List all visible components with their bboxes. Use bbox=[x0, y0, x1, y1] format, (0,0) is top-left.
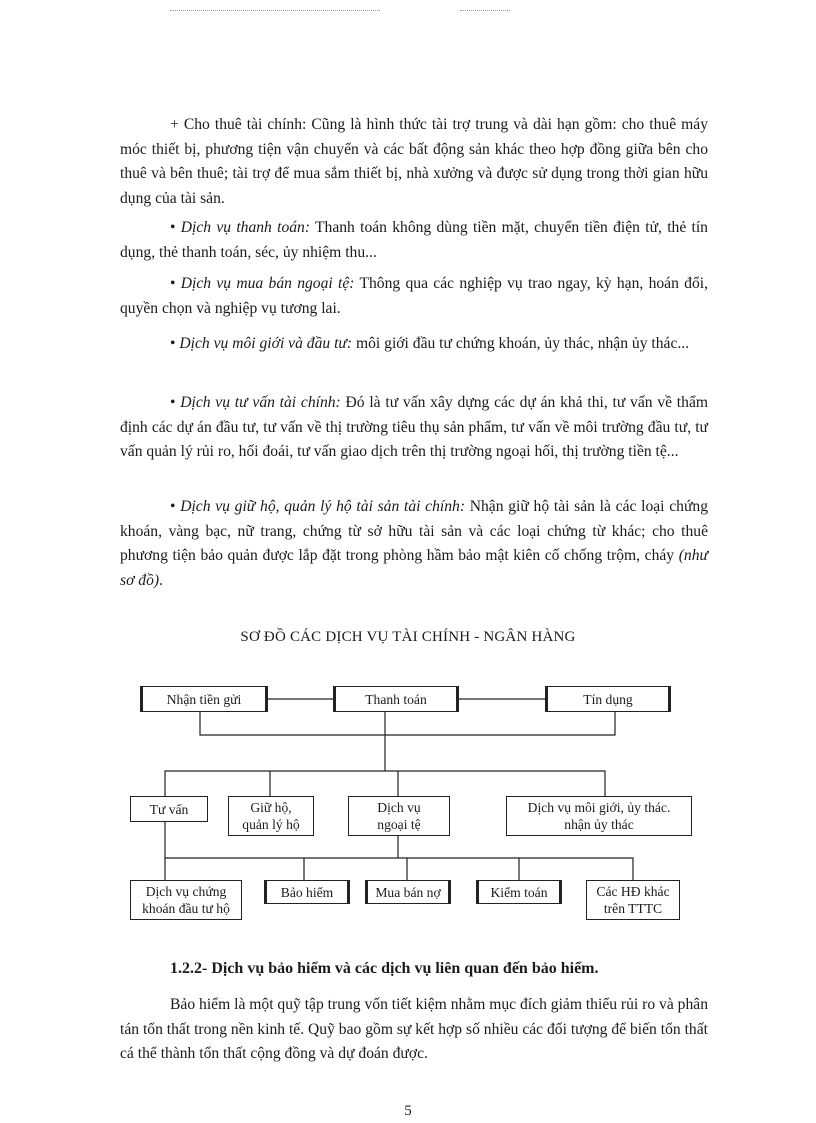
term-custody-service: Dịch vụ giữ hộ, quản lý hộ tài sản tài chính: bbox=[180, 498, 466, 515]
term-payment-service: Dịch vụ thanh toán: bbox=[180, 219, 311, 236]
bullet: • bbox=[170, 498, 176, 515]
bullet: • bbox=[170, 275, 176, 292]
paragraph-text: Nhận giữ hộ tài sản là các loại chứng khoán, vàng bạc, nữ trang, chứng từ sở hữu tài sản và các loại chứng từ khác; cho thuê phương tiện bảo quản được lắp đặt trong phòng hầm bảo mật kiên cố chống trộm, cháy bbox=[120, 498, 709, 565]
box-label-line2: trên TTTC bbox=[603, 901, 663, 916]
box-label-line1: Dịch vụ môi giới, ủy thác. bbox=[527, 800, 671, 815]
box-label: Bảo hiểm bbox=[280, 884, 334, 900]
box-label: Mua bán nợ bbox=[375, 884, 441, 900]
box-label-line2: khoán đầu tư hộ bbox=[142, 901, 230, 916]
box-brokerage bbox=[506, 796, 692, 836]
box-label-line1: Các HĐ khác bbox=[596, 884, 670, 899]
diagram-reference: (như sơ đồ) bbox=[120, 547, 708, 589]
paragraph-text: Bảo hiểm là một quỹ tập trung vốn tiết kiệm nhằm mục đích giảm thiểu rủi ro và phân tán tổn thất trong nền kinh tế. Quỹ bao gồm sự kết hợp số nhiều các đối tượng để biến tổn thất cá thể thành tổn thất cộng đồng và dự đoán được. bbox=[120, 996, 708, 1063]
box-label-line2: ngoại tệ bbox=[377, 817, 421, 832]
diagram-title: SƠ ĐỒ CÁC DỊCH VỤ TÀI CHÍNH - NGÂN HÀNG bbox=[240, 629, 576, 645]
box-audit bbox=[476, 880, 562, 904]
box-label-line2: nhận ủy thác bbox=[564, 817, 634, 832]
connector bbox=[165, 771, 605, 796]
box-label-line2: quản lý hộ bbox=[242, 817, 300, 832]
box-label: Tín dụng bbox=[583, 691, 633, 707]
page-number: 5 bbox=[404, 1103, 412, 1119]
box-custody bbox=[228, 796, 314, 836]
bullet: • bbox=[170, 394, 176, 411]
box-credit bbox=[545, 686, 671, 712]
box-label-line1: Dịch vụ bbox=[377, 800, 421, 815]
box-insurance bbox=[264, 880, 350, 904]
box-label: Nhận tiền gửi bbox=[166, 691, 242, 707]
box-securities bbox=[130, 880, 242, 920]
box-label: Tư vấn bbox=[149, 801, 189, 817]
term-brokerage-service: Dịch vụ môi giới và đầu tư: bbox=[179, 335, 353, 352]
box-payment bbox=[333, 686, 459, 712]
box-label: Kiểm toán bbox=[490, 884, 548, 900]
box-label-line1: Dịch vụ chứng bbox=[145, 884, 227, 899]
box-label-line1: Giữ hộ, bbox=[250, 800, 292, 815]
box-label: Thanh toán bbox=[365, 691, 427, 707]
box-advisory bbox=[130, 796, 208, 822]
paragraph-text: môi giới đầu tư chứng khoán, ủy thác, nhận ủy thác... bbox=[352, 335, 690, 352]
box-deposit bbox=[140, 686, 268, 712]
paragraph-text: Đó là tư vấn xây dựng các dự án khả thi, tư vấn về thẩm định các dự án đầu tư, tư vấn về thị trường tiêu thụ sản phẩm, tư vấn về môi trường đầu tư, tư vấn quản lý rủi ro, hối đoái, tư vấn giao dịch trên thị trường ngoại hối, thị trường tiền tệ... bbox=[120, 394, 708, 461]
bullet: • bbox=[170, 219, 176, 236]
connector bbox=[200, 712, 615, 735]
box-debt-trading bbox=[365, 880, 451, 904]
paragraph-text: Thông qua các nghiệp vụ trao ngay, kỳ hạn, hoán đổi, quyền chọn và nghiệp vụ tương lai. bbox=[120, 275, 708, 317]
paragraph-insurance bbox=[120, 993, 708, 1067]
paragraph-text: Thanh toán không dùng tiền mặt, chuyển tiền điện tử, thẻ tín dụng, thẻ thanh toán, séc, ủy nhiệm thu... bbox=[120, 219, 708, 261]
bullet: • bbox=[170, 335, 176, 352]
period: . bbox=[159, 571, 163, 589]
section-heading: 1.2.2- Dịch vụ bảo hiểm và các dịch vụ liên quan đến bảo hiểm. bbox=[170, 960, 599, 977]
term-forex-service: Dịch vụ mua bán ngoại tệ: bbox=[180, 275, 355, 292]
paragraph-text: + Cho thuê tài chính: Cũng là hình thức tài trợ trung và dài hạn gồm: cho thuê máy móc thiết bị, phương tiện vận chuyển và các bất động sản khác theo hợp đồng giữa bên cho thuê và bên thuê; tài trợ để mua sắm thiết bị, nhà xưởng và được sử dụng trong thời gian hữu dụng của tài sản. bbox=[120, 116, 708, 207]
box-other-activities bbox=[586, 880, 680, 920]
term-advisory-service: Dịch vụ tư vấn tài chính: bbox=[180, 394, 341, 411]
box-forex bbox=[348, 796, 450, 836]
